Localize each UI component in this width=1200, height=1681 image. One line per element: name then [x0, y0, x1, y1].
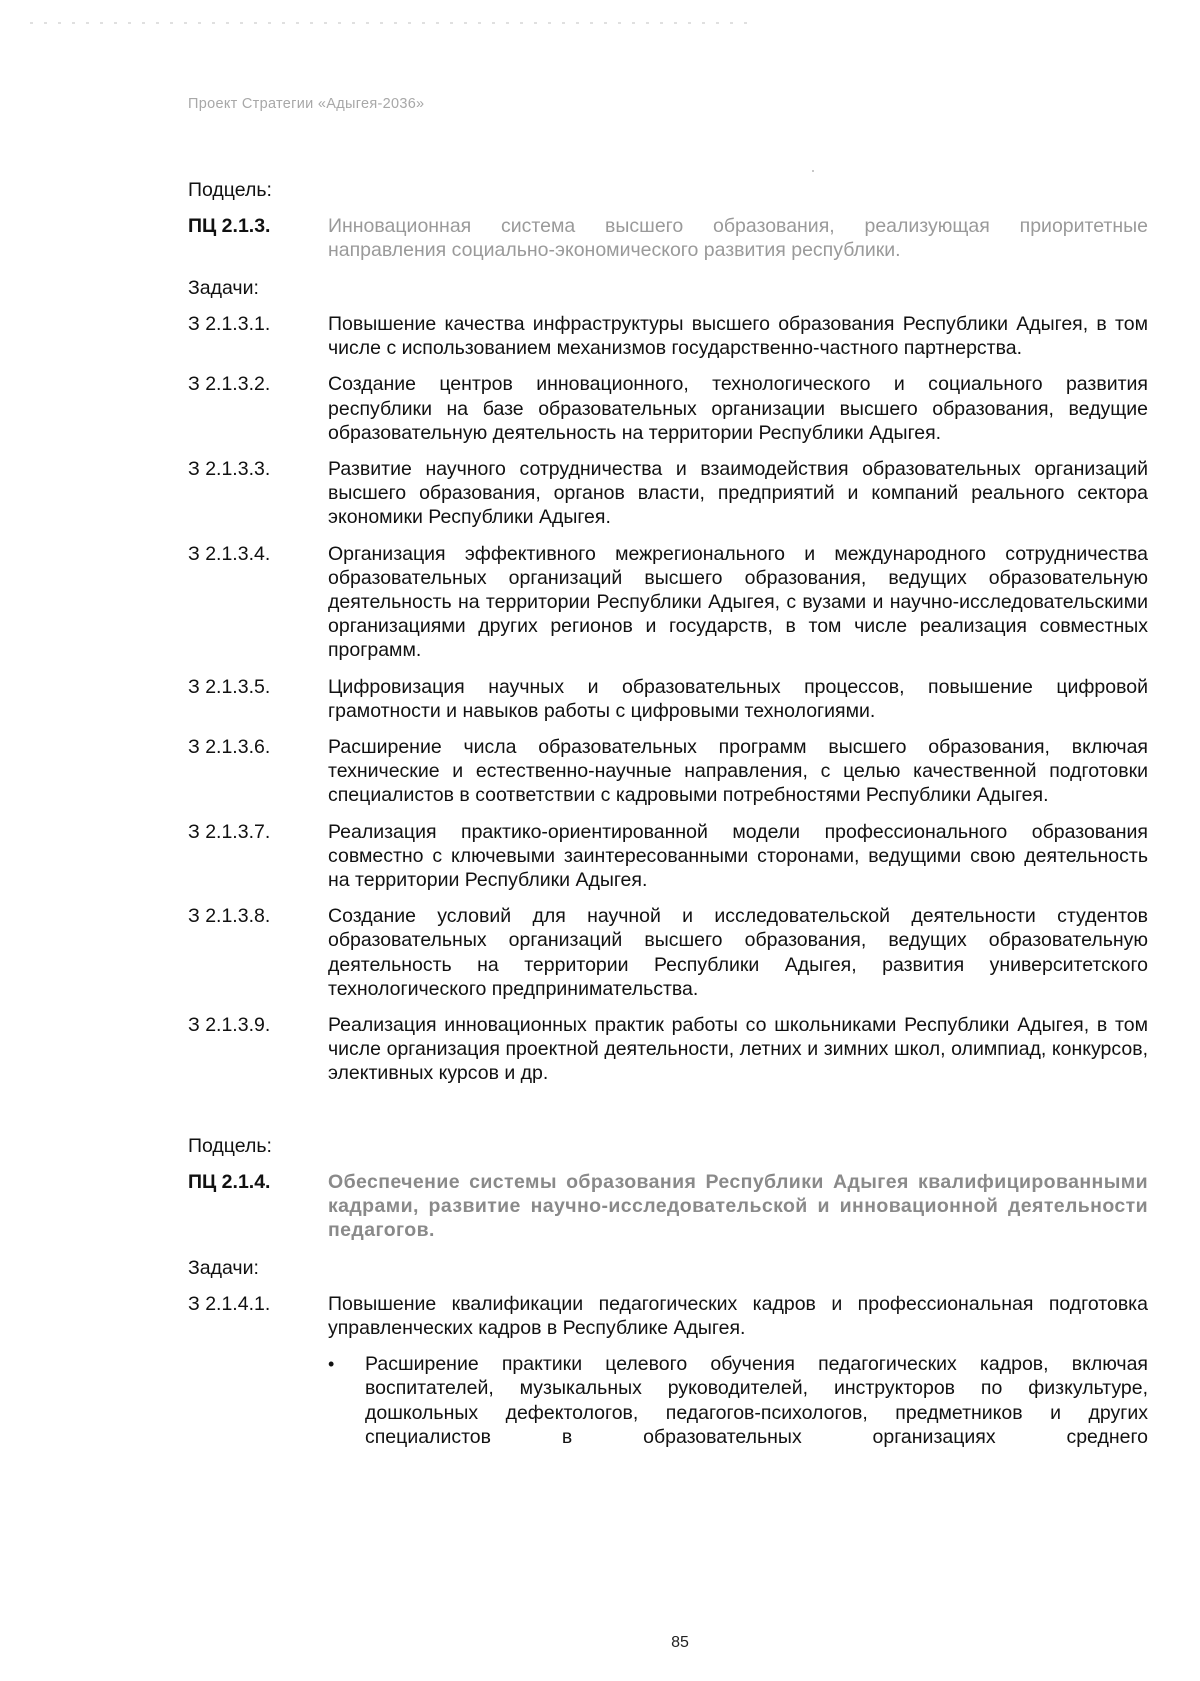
- task-text: Повышение качества инфраструктуры высшего образования Республики Адыгея, в том числе с использованием механизмов государственно-частного партнерства.: [328, 313, 1148, 360]
- bullet-item: [328, 1352, 1148, 1449]
- task-item: [188, 372, 1148, 445]
- scan-artifact-line: [30, 22, 750, 24]
- task-code: З 2.1.3.6.: [188, 736, 271, 759]
- task-text: Организация эффективного межрегионального и международного сотрудничества образовательных организаций высшего образования, ведущих образовательную деятельность на территории Республики Адыгея, с вузами и научно-исследовательскими организациями других регионов и государств, в том числе реализация совместных программ.: [328, 542, 1148, 662]
- tasks-label: Задачи:: [188, 277, 259, 299]
- task-item: [188, 1292, 1148, 1340]
- subgoal-code: ПЦ 2.1.3.: [188, 215, 271, 237]
- subgoal-row: [188, 214, 1148, 262]
- task-text: Развитие научного сотрудничества и взаимодействия образовательных организаций высшего образования, органов власти, предприятий и компаний реального сектора экономики Республики Адыгея.: [328, 458, 1148, 529]
- task-item: [188, 1013, 1148, 1086]
- page-number: 85: [671, 1634, 689, 1651]
- task-code: З 2.1.3.5.: [188, 675, 271, 698]
- bullet-icon: •: [328, 1354, 335, 1375]
- task-item: [188, 675, 1148, 723]
- task-item: [188, 542, 1148, 663]
- task-code: З 2.1.3.9.: [188, 1014, 271, 1037]
- task-item: [188, 735, 1148, 808]
- task-code: З 2.1.3.3.: [188, 458, 271, 481]
- subgoal-title: Обеспечение системы образования Республики Адыгея квалифицированными кадрами, развитие научно-исследовательской и инновационной деятельности педагогов.: [328, 1170, 1148, 1241]
- tasks-label: Задачи:: [188, 1256, 259, 1279]
- subgoal-row: [188, 1170, 1148, 1242]
- running-header: Проект Стратегии «Адыгея-2036»: [188, 96, 425, 112]
- task-text: Реализация практико-ориентированной модели профессионального образования совместно с ключевыми заинтересованными сторонами, ведущими свою деятельность на территории Республики Адыгея.: [328, 820, 1148, 892]
- task-item: [188, 820, 1148, 893]
- task-code: З 2.1.3.7.: [188, 820, 271, 843]
- task-text: Цифровизация научных и образовательных процессов, повышение цифровой грамотности и навыков работы с цифровыми технологиями.: [328, 675, 1148, 722]
- task-text: Создание условий для научной и исследовательской деятельности студентов образовательных организаций высшего образования, ведущих образовательную деятельность на территории Республики Адыгея, развития университетского технологического предпринимательства.: [328, 905, 1148, 1000]
- task-text: Повышение квалификации педагогических кадров и профессиональная подготовка управленческих кадров в Республике Адыгея.: [328, 1292, 1148, 1339]
- task-item: [188, 312, 1148, 360]
- subgoal-code: ПЦ 2.1.4.: [188, 1170, 271, 1193]
- task-code: З 2.1.3.1.: [188, 313, 271, 335]
- section-spacer: [188, 1098, 1148, 1134]
- bullet-text: Расширение практики целевого обучения педагогических кадров, включая воспитателей, музыкальных руководителей, инструкторов по физкультуре, дошкольных дефектологов, педагогов-психологов, предметников и других специалистов в образовательных организациях среднего: [365, 1353, 1148, 1448]
- task-item: [188, 457, 1148, 530]
- task-text: Расширение числа образовательных программ высшего образования, включая технические и естественно-научные направления, с целью качественной подготовки специалистов в соответствии с кадровыми потребностями Республики Адыгея.: [328, 736, 1148, 807]
- subgoal-title: Инновационная система высшего образования, реализующая приоритетные направления социально-экономического развития республики.: [328, 215, 1148, 261]
- task-text: Реализация инновационных практик работы со школьниками Республики Адыгея, в том числе организация проектной деятельности, летних и зимних школ, олимпиад, конкурсов, элективных курсов и др.: [328, 1014, 1148, 1085]
- subgoal-label: Подцель:: [188, 179, 272, 201]
- task-code: З 2.1.4.1.: [188, 1292, 271, 1315]
- task-code: З 2.1.3.4.: [188, 542, 271, 565]
- page-content: [188, 178, 1148, 1449]
- subgoal-label: Подцель:: [188, 1134, 272, 1157]
- subgoal-section: [188, 1134, 1148, 1449]
- task-code: З 2.1.3.2.: [188, 373, 271, 396]
- task-code: З 2.1.3.8.: [188, 905, 271, 928]
- task-item: [188, 904, 1148, 1001]
- scan-dot: [812, 170, 814, 172]
- task-text: Создание центров инновационного, технологического и социального развития республики на базе образовательных организации высшего образования, ведущие образовательную деятельность на территории Республики Адыгея.: [328, 373, 1148, 444]
- subgoal-section: [188, 178, 1148, 1086]
